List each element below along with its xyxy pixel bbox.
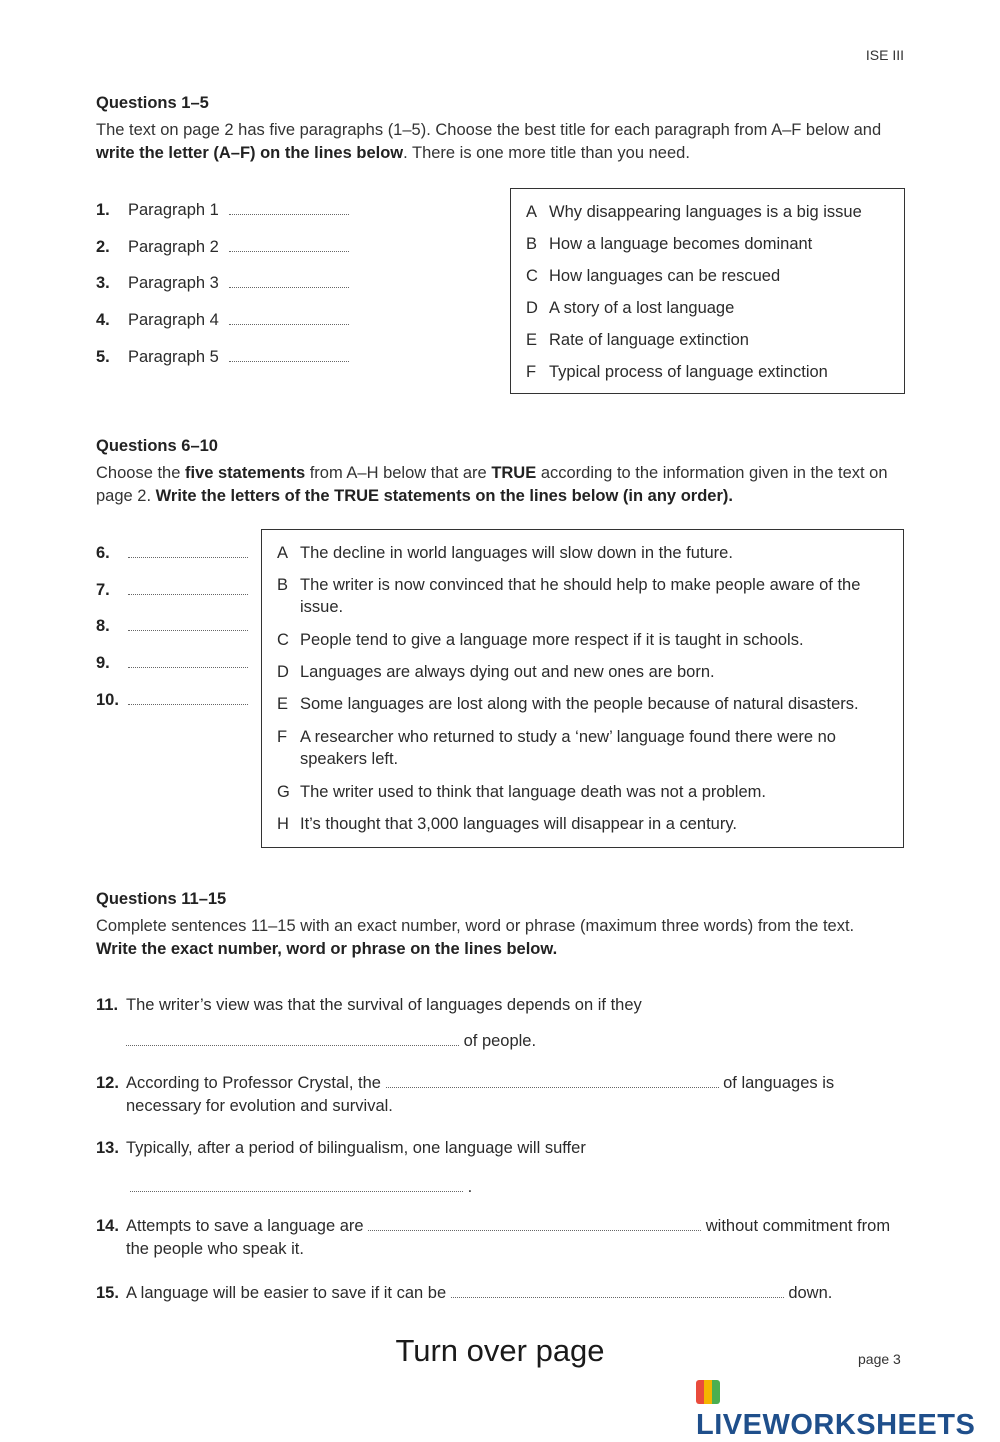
section3-title: Questions 11–15 <box>96 890 227 908</box>
statement-answer-8 <box>96 616 248 636</box>
paragraph-label: Paragraph 4 <box>128 311 219 329</box>
paragraph-label: Paragraph 3 <box>128 274 219 292</box>
question-number: 3. <box>96 274 110 292</box>
turn-over-text: Turn over page <box>395 1333 605 1368</box>
paragraph-question-2 <box>96 237 349 257</box>
question-number: 10. <box>96 691 119 709</box>
statement-answer-9 <box>96 653 248 673</box>
sentence-11-line: of people. <box>96 1030 906 1053</box>
paragraph-question-5 <box>96 347 349 367</box>
sentence-12: 12. According to Professor Crystal, the of languages is necessary for evolution and survival. <box>96 1074 835 1115</box>
question-number: 6. <box>96 544 110 562</box>
statement-answer-10 <box>96 690 248 710</box>
paragraph-question-1 <box>96 200 349 220</box>
answer-blank-13[interactable] <box>130 1177 463 1192</box>
question-number: 7. <box>96 581 110 599</box>
section2-options-box <box>261 529 904 848</box>
sentence-15: 15. A language will be easier to save if it can be down. <box>96 1284 833 1302</box>
question-number: 1. <box>96 201 110 219</box>
sentence-14: 14. Attempts to save a language are without commitment from the people who speak it. <box>96 1217 891 1258</box>
section3-instructions: Complete sentences 11–15 with an exact number, word or phrase (maximum three words) from the text. Write the exact number, word or phrase on the lines below. <box>96 917 855 958</box>
title-option-d: D A story of a lost language <box>526 299 735 317</box>
paragraph-label: Paragraph 1 <box>128 201 219 219</box>
page-number: page 3 <box>858 1351 901 1367</box>
exam-code: ISE III <box>865 47 904 63</box>
statement-option-f: F A researcher who returned to study a ‘new’ language found there were no speakers left. <box>277 728 836 768</box>
answer-blank-8[interactable] <box>128 616 248 631</box>
answer-blank-14[interactable] <box>368 1216 701 1231</box>
section2-instructions: Choose the five statements from A–H below that are TRUE according to the information given in the text on page 2. Write the letters of the TRUE statements on the lines below (in any order). <box>96 464 888 505</box>
liveworksheets-icon <box>696 1380 720 1404</box>
answer-blank-9[interactable] <box>128 653 248 668</box>
answer-blank-10[interactable] <box>128 690 248 705</box>
statement-answer-7 <box>96 580 248 600</box>
liveworksheets-logo: LIVEWORKSHEETS <box>696 1376 1000 1442</box>
sentence-13-line: . <box>96 1176 906 1199</box>
question-number: 4. <box>96 311 110 329</box>
question-number: 2. <box>96 238 110 256</box>
answer-blank-1[interactable] <box>229 200 349 215</box>
statement-option-b: B The writer is now convinced that he should help to make people aware of the issue. <box>277 576 861 616</box>
sentence-11: 11. The writer’s view was that the survival of languages depends on if they <box>96 996 642 1014</box>
answer-blank-11[interactable] <box>126 1031 459 1046</box>
paragraph-question-4 <box>96 310 349 330</box>
title-option-e: E Rate of language extinction <box>526 331 749 349</box>
title-option-b: B How a language becomes dominant <box>526 235 813 253</box>
section1-options-box <box>510 188 905 394</box>
statement-answer-6 <box>96 543 248 563</box>
question-number: 9. <box>96 654 110 672</box>
paragraph-label: Paragraph 2 <box>128 238 219 256</box>
answer-blank-3[interactable] <box>229 273 349 288</box>
sentence-13: 13. Typically, after a period of bilingualism, one language will suffer <box>96 1139 586 1157</box>
section1-title: Questions 1–5 <box>96 94 209 112</box>
statement-option-c: C People tend to give a language more respect if it is taught in schools. <box>277 631 804 649</box>
answer-blank-4[interactable] <box>229 310 349 325</box>
answer-blank-15[interactable] <box>451 1283 784 1298</box>
statement-option-g: G The writer used to think that language death was not a problem. <box>277 783 766 801</box>
statement-option-e: E Some languages are lost along with the people because of natural disasters. <box>277 695 859 713</box>
question-number: 5. <box>96 348 110 366</box>
statement-option-a: A The decline in world languages will slow down in the future. <box>277 544 733 562</box>
section1-instructions: The text on page 2 has five paragraphs (1–5). Choose the best title for each paragraph from A–F below and write the letter (A–F) on the lines below. There is one more title than you need. <box>96 121 882 162</box>
statement-option-d: D Languages are always dying out and new ones are born. <box>277 663 715 681</box>
answer-blank-7[interactable] <box>128 580 248 595</box>
statement-option-h: H It’s thought that 3,000 languages will disappear in a century. <box>277 815 737 833</box>
question-number: 8. <box>96 617 110 635</box>
paragraph-label: Paragraph 5 <box>128 348 219 366</box>
section2-title: Questions 6–10 <box>96 437 218 455</box>
answer-blank-12[interactable] <box>386 1073 719 1088</box>
title-option-a: A Why disappearing languages is a big issue <box>526 203 862 221</box>
title-option-f: F Typical process of language extinction <box>526 363 828 381</box>
title-option-c: C How languages can be rescued <box>526 267 781 285</box>
paragraph-question-3 <box>96 273 349 293</box>
answer-blank-2[interactable] <box>229 237 349 252</box>
answer-blank-6[interactable] <box>128 543 248 558</box>
answer-blank-5[interactable] <box>229 347 349 362</box>
